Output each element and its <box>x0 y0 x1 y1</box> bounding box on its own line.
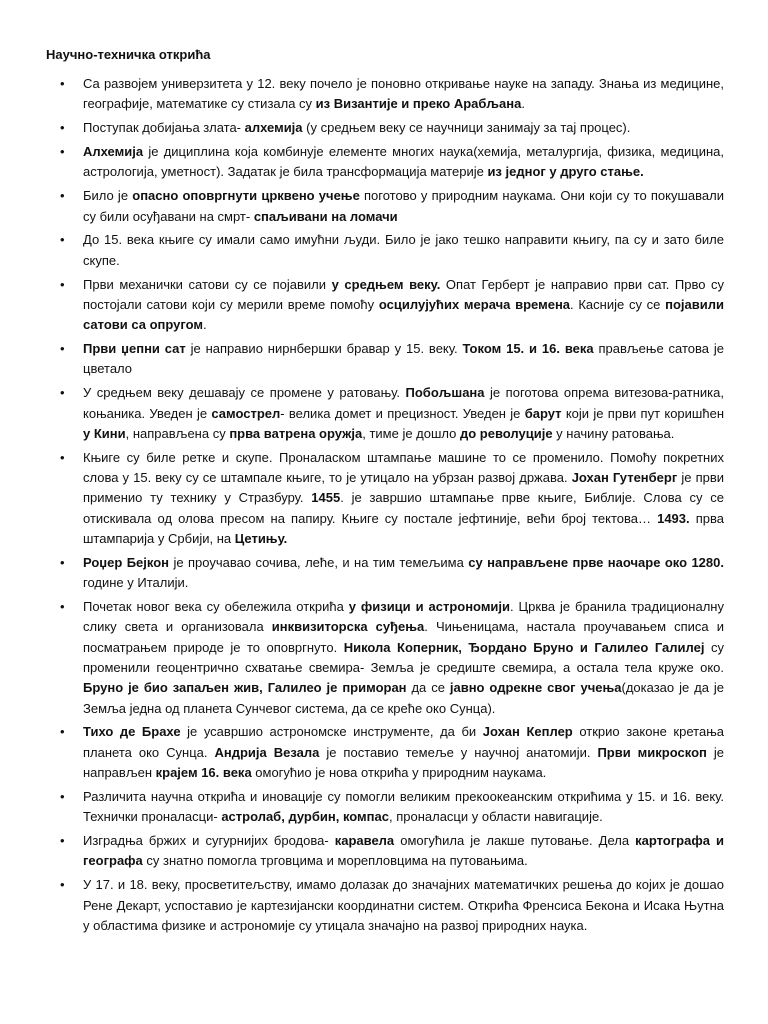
bullet-marker: • <box>60 877 65 893</box>
text-segment: омогућила је лакше путовање. Дела <box>394 833 636 849</box>
list-item <box>0 186 768 227</box>
list-item <box>0 448 768 549</box>
text-segment: Изградња бржих и сугурнијих бродова- <box>83 833 335 849</box>
text-segment: прва штампарија у Србији, на <box>83 510 724 546</box>
bold-text-segment: 1455 <box>311 490 341 506</box>
bold-text-segment: Први микроскоп <box>597 744 707 760</box>
text-segment: У 17. и 18. веку, просветитељству, имамо долазак до значајних математичких решења до којих је дошао Рене Декарт, успоставио је картезијански координатни систем. Открића Френсиса Бекона и Исака Њутна у областима физике и астрономије су утицала значајно на развој природних наука. <box>83 877 724 933</box>
bullet-list <box>0 74 768 940</box>
text-segment: је први применио ту технику у Стразбуру. <box>83 470 724 506</box>
bullet-marker: • <box>60 599 65 615</box>
text-segment: , направљена су <box>125 425 230 441</box>
list-item <box>0 118 768 138</box>
list-item-text <box>83 833 724 868</box>
text-segment: прављење сатова је цветало <box>83 341 725 377</box>
list-item-text <box>83 188 724 223</box>
text-segment: . Касније су се <box>570 296 666 312</box>
bold-text-segment: у Кини <box>83 425 126 441</box>
bold-text-segment: из једног у друго стање. <box>487 164 644 180</box>
list-item-text <box>83 341 724 376</box>
list-item <box>0 339 768 380</box>
list-item-text <box>83 877 724 933</box>
text-segment: Било је <box>83 188 133 204</box>
bullet-marker: • <box>60 554 65 570</box>
text-segment: (у средњем веку се научници занимају за тај процес). <box>302 120 631 136</box>
list-item <box>0 74 768 115</box>
text-segment: је дициплина која комбинује елементе многих наука(хемија, металургија, физика, медицина, астрологија, уметност). Задатак је била трансформација материје <box>83 144 724 180</box>
text-segment: (доказао је да је Земља једна од планета Сунчевог система, да се креће око Сунца). <box>83 680 724 716</box>
bullet-marker: • <box>60 76 65 91</box>
bold-text-segment: Алхемија <box>83 144 144 160</box>
bold-text-segment: инквизиторска суђења <box>271 619 425 635</box>
bold-text-segment: Никола Коперник, Ђордано Бруно и Галилео Галилеј <box>343 639 705 655</box>
text-segment: У средњем веку дешавају се промене у ратовању. <box>83 385 406 401</box>
text-segment: је направио нирнбершки бравар у 15. веку. <box>185 341 463 357</box>
text-segment: Поступак добијања злата- <box>83 120 245 136</box>
bold-text-segment: каравела <box>334 833 395 849</box>
text-segment: је усавршио астрономске инструменте, да би <box>180 724 483 740</box>
text-segment: који је први пут коришћен <box>561 405 724 421</box>
list-item-text <box>83 599 724 715</box>
bold-text-segment: 1493. <box>657 510 690 526</box>
text-segment: Књиге су биле ретке и скупе. Проналаском штампање машине то се променило. Помоћу покретних слова у 15. веку су се штампале књиге, то је утицало на убрзан развој држава. <box>83 449 724 486</box>
text-segment: . <box>203 317 207 333</box>
bullet-marker: • <box>60 120 65 136</box>
bold-text-segment: у физици и астрономији <box>348 599 511 615</box>
list-item-text <box>83 120 630 135</box>
bold-text-segment: самострел <box>211 405 281 421</box>
bullet-marker: • <box>60 385 65 401</box>
bold-text-segment: барут <box>524 405 562 421</box>
text-segment: је поготова опрема витезова-ратника, коњаника. Уведен је <box>83 385 724 421</box>
bold-text-segment: у средњем веку. <box>331 276 441 292</box>
bold-text-segment: Роџер Бејкон <box>83 554 170 570</box>
text-segment: Први механички сатови су се појавили <box>83 276 332 292</box>
bold-text-segment: Током 15. и 16. века <box>462 341 594 357</box>
list-item-text <box>83 277 724 333</box>
list-item-text <box>83 76 724 111</box>
bold-text-segment: Тихо де Брахе <box>83 724 181 740</box>
bold-text-segment: картографа и географа <box>83 833 724 869</box>
text-segment: До 15. века књиге су имали само имућни људи. Било је јако тешко направити књигу, па су и зато биле скупе. <box>83 232 724 268</box>
bold-text-segment: Први џепни сат <box>83 341 186 357</box>
list-item <box>0 597 768 719</box>
bold-text-segment: Побољшана <box>405 385 485 401</box>
bullet-marker: • <box>60 833 65 849</box>
bold-text-segment: до револуције <box>460 425 553 441</box>
list-item <box>0 553 768 594</box>
text-segment: , проналасци у области навигације. <box>388 809 603 825</box>
bold-text-segment: појавили сатови са опругом <box>83 296 724 333</box>
bullet-marker: • <box>60 341 65 357</box>
list-item-text <box>83 232 724 267</box>
text-segment: - велика домет и прецизност. Уведен је <box>280 405 525 421</box>
bullet-marker: • <box>60 788 65 804</box>
bold-text-segment: јавно одрекне свог учења <box>449 680 622 696</box>
bullet-marker: • <box>60 144 65 160</box>
list-item <box>0 383 768 444</box>
bold-text-segment: Бруно је био запаљен жив, Галилео је приморан <box>83 680 407 696</box>
list-item <box>0 275 768 336</box>
bullet-marker: • <box>60 724 65 740</box>
bold-text-segment: из Византије и преко Арабљана <box>315 96 522 112</box>
text-segment: . Црква је бранила традиционалну слику света и организовала <box>83 599 724 635</box>
list-item-text <box>83 789 724 824</box>
text-segment: године у Италији. <box>83 575 189 591</box>
bold-text-segment: су направљене прве наочаре око 1280. <box>468 554 724 570</box>
text-segment: омогућио је нова открића у природним наукама. <box>251 765 547 781</box>
text-segment: је направљен <box>83 744 724 781</box>
list-item-text <box>83 724 724 780</box>
bold-text-segment: спаљивани на ломачи <box>253 208 398 224</box>
bold-text-segment: Јохан Гутенберг <box>571 470 678 486</box>
list-item-text <box>83 385 724 441</box>
text-segment: су променили геоцентрично схватање свемира- Земља је средиште свемира, а остала тела круже око. <box>83 639 724 675</box>
text-segment: је проучавао сочива, леће, и на тим темељима <box>169 554 469 570</box>
bold-text-segment: астролаб, дурбин, компас <box>221 809 389 825</box>
text-segment: Почетак новог века су обележила открића <box>83 599 349 615</box>
text-segment: . Чињеницама, настала проучавањем списа и посматрањем природе је то оповргнуто. <box>83 619 724 655</box>
text-segment: у начину ратовања. <box>552 425 675 441</box>
bold-text-segment: Андрија Везала <box>214 744 320 760</box>
list-item-text <box>83 450 724 546</box>
bullet-marker: • <box>60 188 65 204</box>
list-item <box>0 142 768 183</box>
bold-text-segment: Цетињу. <box>234 530 288 546</box>
text-segment: Различита научна открића и иновације су помогли великим прекоокеанским открићима у 15. и 16. веку. Технички проналасци- <box>83 788 724 825</box>
list-item <box>0 875 768 936</box>
list-item-text <box>83 555 724 590</box>
text-segment: поготово у природним наукама. Они који су то покушавали су били осуђавани на смрт- <box>83 188 724 224</box>
bold-text-segment: крајем 16. века <box>155 765 252 781</box>
list-item <box>0 230 768 271</box>
text-segment: , тиме је дошло <box>362 425 460 441</box>
bold-text-segment: прва ватрена оружја <box>229 425 363 441</box>
text-segment: да се <box>406 680 450 696</box>
bold-text-segment: Јохан Кеплер <box>482 724 573 740</box>
text-segment: открио законе кретања планета око Сунца. <box>83 724 724 760</box>
bullet-marker: • <box>60 232 65 248</box>
list-item <box>0 787 768 828</box>
text-segment: Опат Герберт је направио први сат. Прво су постојали сатови који су мерили време помоћу <box>83 276 725 312</box>
bullet-marker: • <box>60 449 65 465</box>
text-segment: је поставио темеље у научној анатомији. <box>319 744 598 760</box>
bold-text-segment: осцилујућих мерача времена <box>378 296 571 312</box>
text-segment: су знатно помогла трговцима и морепловцима на путовањима. <box>142 853 528 869</box>
bold-text-segment: опасно оповргнути црквено учење <box>132 188 360 204</box>
page-title: Научно-техничка открића <box>46 47 211 62</box>
text-segment: . је завршио штампање прве књиге, Библије. Слова су се отискивала од олова пресом на папиру. Књиге су постале јефтиније, већи број тектова… <box>83 490 724 526</box>
text-segment: Са развојем универзитета у 12. веку почело је поновно откривање науке на западу. Знања из медицине, географије, математике су стизала су <box>83 76 724 112</box>
list-item <box>0 722 768 783</box>
text-segment: . <box>521 96 525 112</box>
list-item-text <box>83 144 724 179</box>
bold-text-segment: алхемија <box>244 120 303 136</box>
list-item <box>0 831 768 872</box>
bullet-marker: • <box>60 276 65 292</box>
